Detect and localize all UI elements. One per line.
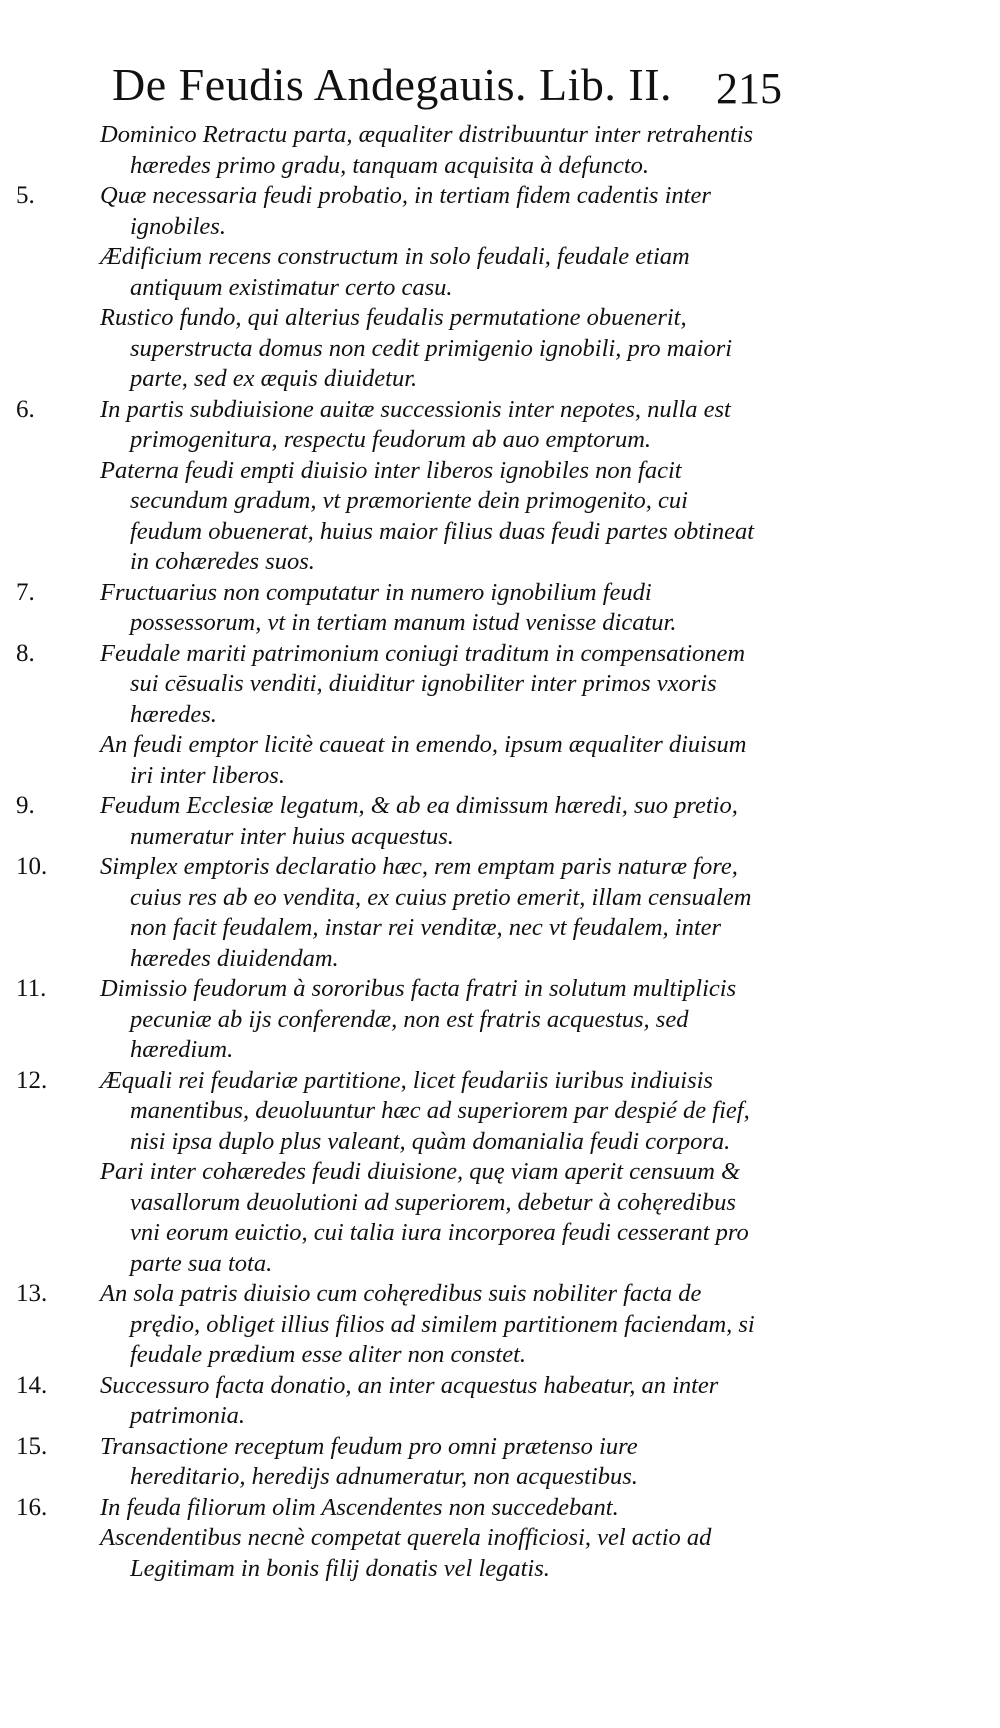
item-text: Ascendentibus necnè competat querela inofficiosi, vel actio ad Legitimam in bonis filij donatis vel legatis.: [100, 1524, 712, 1582]
item-text: Paterna feudi empti diuisio inter liberos ignobiles non facit secundum gradum, vt præmoriente dein primogenito, cui feudum obuenerat, huius maior filius duas feudi partes obtineat in cohæredes suos.: [100, 456, 755, 575]
list-item: [0, 395, 1000, 456]
list-item: [0, 1371, 1000, 1432]
list-item: [0, 1432, 1000, 1493]
item-number: 14.: [16, 1371, 48, 1399]
item-number: 8.: [16, 639, 35, 667]
list-item: [0, 1157, 1000, 1279]
item-number: 15.: [16, 1432, 48, 1460]
item-number: 13.: [16, 1280, 48, 1307]
list-item: [0, 1279, 1000, 1371]
page-number: 215: [716, 64, 782, 113]
item-text: Feudum Ecclesiæ legatum, & ab ea dimissum hæredi, suo pretio, numeratur inter huius acquestus.: [100, 792, 738, 850]
list-item: [0, 303, 1000, 395]
item-number: 6.: [16, 395, 35, 423]
item-text: Rustico fundo, qui alterius feudalis permutatione obuenerit, superstructa domus non cedit primigenio ignobili, pro maiori parte, sed ex æquis diuidetur.: [100, 304, 733, 392]
item-text: An sola patris diuisio cum cohęredibus suis nobiliter facta de prędio, obliget illius filios ad similem partitionem faciendam, si feudale prædium esse aliter non constet.: [100, 1280, 755, 1368]
item-text: Transactione receptum feudum pro omni prætenso iure hereditario, heredijs adnumeratur, non acquestibus.: [100, 1432, 638, 1490]
item-text: Ædificium recens constructum in solo feudali, feudale etiam antiquum existimatur certo casu.: [100, 243, 690, 301]
item-text: Æquali rei feudariæ partitione, licet feudariis iuribus indiuisis manentibus, deuoluuntur hæc ad superiorem par despié de fief, nisi ipsa duplo plus valeant, quàm domanialia feudi corpora.: [100, 1066, 750, 1155]
item-number: 10.: [16, 853, 48, 880]
list-item: [0, 1493, 1000, 1524]
item-text: An feudi emptor licitè caueat in emendo, ipsum æqualiter diuisum iri inter liberos.: [100, 731, 747, 789]
item-number: 12.: [16, 1066, 48, 1094]
list-item: [0, 974, 1000, 1066]
item-number: 7.: [16, 578, 35, 606]
item-text: Dimissio feudorum à sororibus facta fratri in solutum multiplicis pecuniæ ab ijs conferendæ, non est fratris acquestus, sed hæredium.: [100, 975, 737, 1063]
list-item: [0, 1523, 1000, 1584]
item-text: Quæ necessaria feudi probatio, in tertiam fidem cadentis inter ignobiles.: [100, 182, 711, 240]
summary-list: [0, 120, 1000, 1584]
list-item: [0, 791, 1000, 852]
list-item: [0, 852, 1000, 974]
list-item: [0, 120, 1000, 181]
item-text: Pari inter cohæredes feudi diuisione, quę viam aperit censuum & vasallorum deuolutioni ad superiorem, debetur à cohęredibus vni eorum euictio, cui talia iura incorporea feudi cesserant pro parte sua tota.: [100, 1158, 749, 1277]
item-number: 5.: [16, 182, 35, 209]
item-text: Dominico Retractu parta, æqualiter distribuuntur inter retrahentis hæredes primo gradu, tanquam acquisita à defuncto.: [100, 121, 754, 179]
list-item: [0, 242, 1000, 303]
item-text: Successuro facta donatio, an inter acquestus habeatur, an inter patrimonia.: [100, 1371, 719, 1429]
running-title: De Feudis Andegauis. Lib. II.: [112, 59, 673, 110]
list-item: [0, 639, 1000, 731]
item-text: Feudale mariti patrimonium coniugi traditum in compensationem sui cēsualis venditi, diuiditur ignobiliter inter primos vxoris hæredes.: [100, 639, 746, 728]
item-number: 11.: [16, 975, 47, 1002]
list-item: [0, 181, 1000, 242]
item-text: In partis subdiuisione auitæ successionis inter nepotes, nulla est primogenitura, respectu feudorum ab auo emptorum.: [100, 395, 731, 453]
list-item: [0, 456, 1000, 578]
list-item: [0, 578, 1000, 639]
item-text: Simplex emptoris declaratio hæc, rem emptam paris naturæ fore, cuius res ab eo vendita, ex cuius pretio emerit, illam censualem non facit feudalem, instar rei venditæ, nec vt feudalem, inter hæredes diuidendam.: [100, 853, 752, 972]
item-number: 16.: [16, 1493, 48, 1521]
item-text: Fructuarius non computatur in numero ignobilium feudi possessorum, vt in tertiam manum istud venisse dicatur.: [100, 578, 677, 636]
item-number: 9.: [16, 792, 35, 819]
list-item: [0, 730, 1000, 791]
item-text: In feuda filiorum olim Ascendentes non succedebant.: [100, 1493, 619, 1521]
list-item: [0, 1066, 1000, 1158]
